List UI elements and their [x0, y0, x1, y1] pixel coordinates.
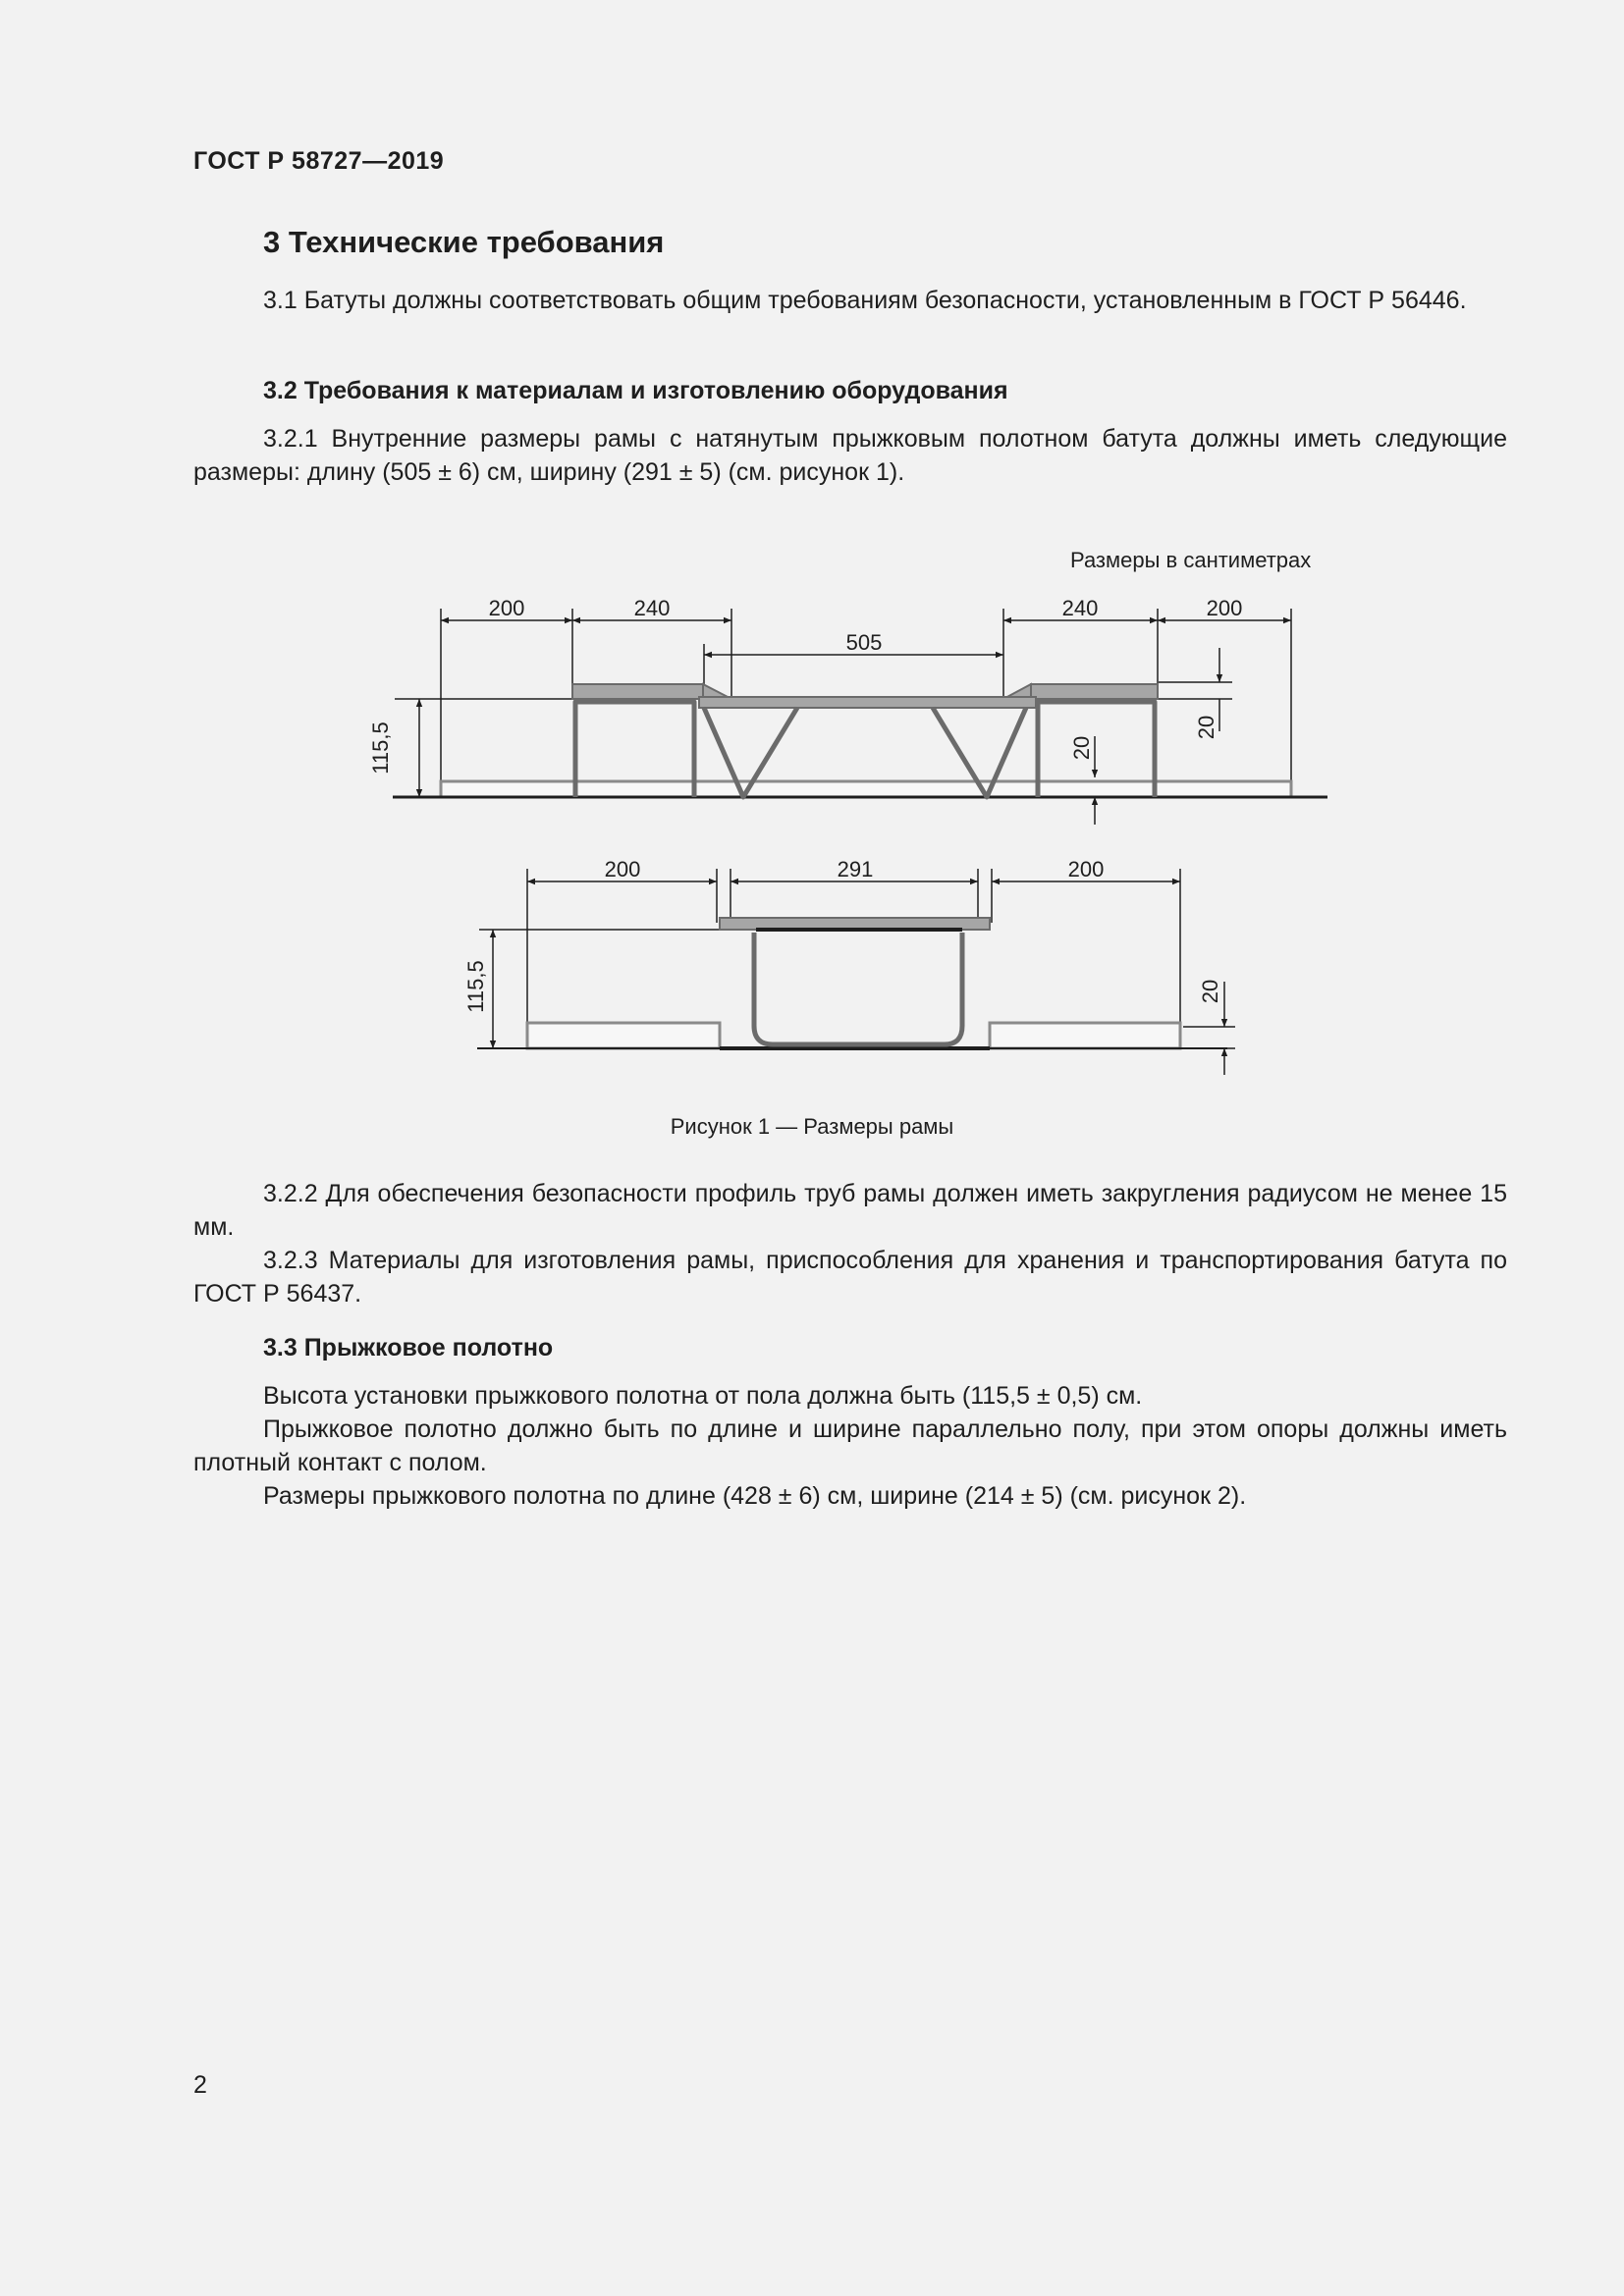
- paragraph-3-1: 3.1 Батуты должны соответствовать общим требованиям безопасности, установленным в ГОСТ Р 56446.: [263, 287, 1467, 314]
- side-right-foot: [990, 1023, 1180, 1048]
- paragraph-3-3-a: Высота установки прыжкового полотна от пола должна быть (115,5 ± 0,5) см.: [263, 1382, 1143, 1410]
- paragraph-3-2-2: 3.2.2 Для обеспечения безопасности профиль труб рамы должен иметь закругления радиусом не менее 15 мм.: [193, 1180, 1507, 1241]
- page-number: 2: [193, 2071, 207, 2099]
- dim-side-right: 200: [1067, 857, 1105, 881]
- document-header: ГОСТ Р 58727—2019: [193, 147, 445, 175]
- paragraph-3-2-3: 3.2.3 Материалы для изготовления рамы, приспособления для хранения и транспортирования батута по ГОСТ Р 56437.: [193, 1247, 1507, 1308]
- dim-side-left: 200: [604, 857, 641, 881]
- dim-top-step: 20: [1194, 715, 1218, 740]
- side-frame-tube: [754, 933, 962, 1044]
- left-platform: [572, 684, 703, 699]
- dim-top-left-outer: 200: [488, 596, 525, 620]
- dim-top-left-inner: 240: [633, 596, 671, 620]
- floor-base: [441, 781, 1291, 797]
- paragraph-3-2-1: 3.2.1 Внутренние размеры рамы с натянутым прыжковым полотном батута должны иметь следующие размеры: длину (505 ± 6) см, ширину (291 ± 5) (см. рисунок 1).: [193, 425, 1507, 486]
- heading-3-3: 3.3 Прыжковое полотно: [263, 1334, 554, 1362]
- frame-side-view: [477, 869, 1235, 1075]
- heading-3-2: 3.2 Требования к материалам и изготовлению оборудования: [263, 377, 1008, 404]
- dim-side-center: 291: [837, 857, 874, 881]
- jumping-bed: [699, 697, 1036, 708]
- dim-side-base: 20: [1198, 979, 1222, 1004]
- side-left-foot: [527, 1023, 720, 1048]
- figure-caption: Рисунок 1 — Размеры рамы: [670, 1114, 954, 1139]
- dim-top-leg: 20: [1069, 735, 1094, 761]
- paragraph-3-3-b: Прыжковое полотно должно быть по длине и ширине параллельно полу, при этом опоры должны иметь плотный контакт с полом.: [193, 1415, 1507, 1476]
- dim-top-right-inner: 240: [1061, 596, 1099, 620]
- dim-top-height: 115,5: [368, 721, 393, 774]
- dim-top-right-outer: 200: [1206, 596, 1243, 620]
- section-title: 3 Технические требования: [263, 225, 665, 259]
- dim-side-height: 115,5: [463, 960, 488, 1013]
- figure-units-note: Размеры в сантиметрах: [1070, 548, 1312, 572]
- right-platform: [1031, 684, 1158, 699]
- dim-top-center: 505: [845, 630, 883, 655]
- paragraph-3-3-c: Размеры прыжкового полотна по длине (428 ± 6) см, ширине (214 ± 5) (см. рисунок 2).: [263, 1482, 1247, 1510]
